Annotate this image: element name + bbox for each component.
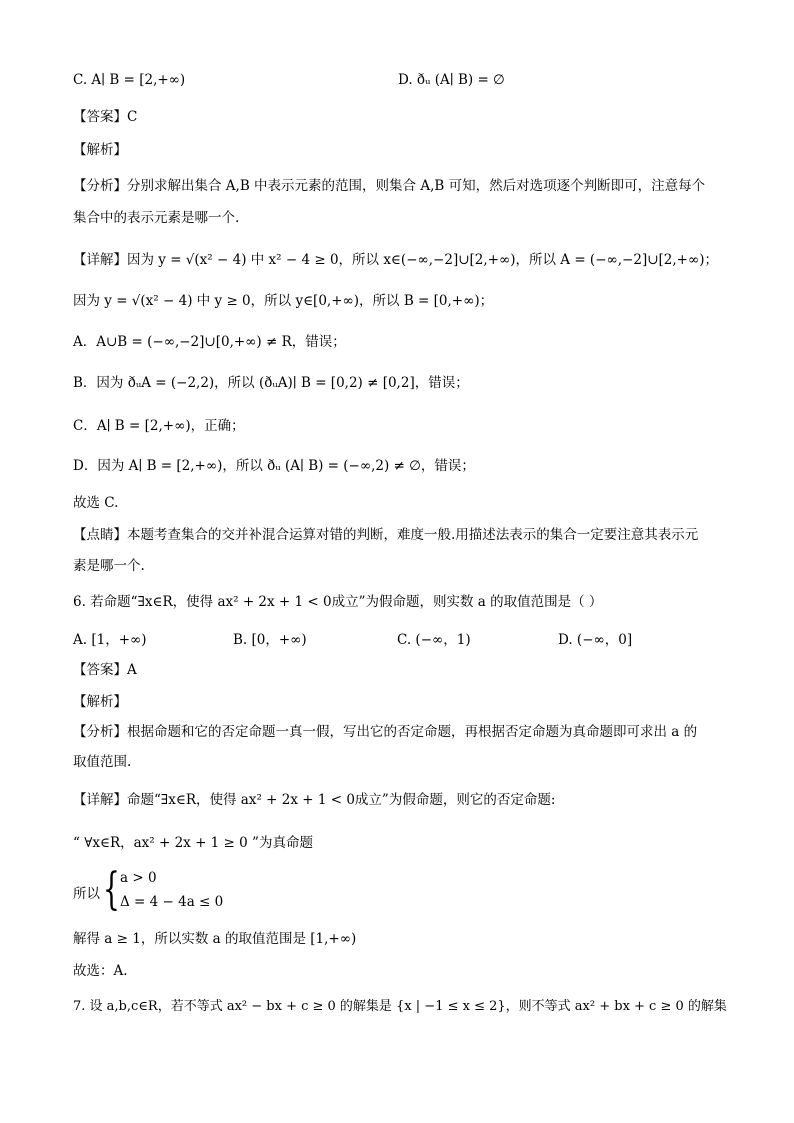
prev-item-a: A．A∪B = (−∞,−2]∪[0,+∞) ≠ R，错误； — [73, 334, 346, 350]
q6-options-row — [73, 628, 724, 648]
prev-item-c: C．A∣ B = [2,+∞)，正确； — [73, 418, 245, 434]
prev-detail-line-1: 【详解】因为 y = √(x² − 4) 中 x² − 4 ≥ 0，所以 x∈(−∞,−2]∪[2,+∞)，所以 A = (−∞,−2]∪[2,+∞)； — [73, 252, 718, 268]
prev-remark-line-1: 【点睛】本题考查集合的交并补混合运算对错的判断，难度一般.用描述法表示的集合一定要注意其表示元 — [73, 527, 699, 543]
prev-answer: 【答案】C — [73, 109, 138, 125]
q6-option-d: D. (−∞，0] — [558, 632, 633, 648]
q6-condition-1: a > 0 — [120, 870, 157, 886]
q6-jiexi-heading: 【解析】 — [73, 694, 127, 710]
left-brace-icon: { — [103, 864, 120, 915]
q6-suoyi-label: 所以 — [73, 886, 100, 902]
q6-stem: 6. 若命题“∃x∈R，使得 ax² + 2x + 1 < 0成立”为假命题，则实数 a 的取值范围是（ ） — [73, 594, 603, 610]
q6-condition-2: Δ = 4 − 4a ≤ 0 — [120, 894, 224, 910]
q6-option-a: A. [1，+∞) — [73, 632, 147, 648]
q6-option-c: C. (−∞，1) — [397, 632, 471, 648]
prev-analysis-line-1: 【分析】分别求解出集合 A,B 中表示元素的范围，则集合 A,B 可知，然后对选项逐个判断即可，注意每个 — [73, 178, 706, 194]
prev-detail-line-2: 因为 y = √(x² − 4) 中 y ≥ 0，所以 y∈[0,+∞)，所以 B = [0,+∞)； — [73, 293, 494, 309]
q6-solution: 解得 a ≥ 1，所以实数 a 的取值范围是 [1,+∞) — [73, 931, 357, 947]
q6-answer: 【答案】A — [73, 662, 137, 678]
prev-option-d: D. ðᵤ (A∣ B) = ∅ — [398, 72, 505, 88]
q6-analysis-line-2: 取值范围. — [73, 754, 132, 770]
prev-item-b: B．因为 ðᵤA = (−2,2)，所以 (ðᵤA)∣ B = [0,2) ≠ [0,2]，错误； — [73, 375, 469, 391]
prev-item-d: D．因为 A∣ B = [2,+∞)，所以 ðᵤ (A∣ B) = (−∞,2) ≠ ∅，错误； — [73, 458, 475, 474]
prev-option-c: C. A∣ B = [2,+∞) — [73, 72, 186, 88]
q6-detail-line-1: 【详解】命题“∃x∈R，使得 ax² + 2x + 1 < 0成立”为假命题，则它的否定命题: — [73, 792, 556, 808]
q7-stem: 7. 设 a,b,c∈R，若不等式 ax² − bx + c ≥ 0 的解集是 {x | −1 ≤ x ≤ 2}，则不等式 ax² + bx + c ≥ 0 的解集 — [73, 999, 727, 1014]
prev-jiexi-heading: 【解析】 — [73, 142, 127, 158]
prev-conclusion: 故选 C. — [73, 495, 119, 511]
q6-analysis-line-1: 【分析】根据命题和它的否定命题一真一假，写出它的否定命题，再根据否定命题为真命题即可求出 a 的 — [73, 724, 698, 740]
q6-option-b: B. [0，+∞) — [233, 632, 307, 648]
prev-analysis-line-2: 集合中的表示元素是哪一个. — [73, 210, 240, 226]
q6-detail-line-2: “ ∀x∈R，ax² + 2x + 1 ≥ 0 ”为真命题 — [73, 835, 313, 851]
prev-options-row — [73, 72, 724, 92]
prev-remark-line-2: 素是哪一个. — [73, 558, 145, 574]
q6-conclusion: 故选：A. — [73, 963, 128, 979]
